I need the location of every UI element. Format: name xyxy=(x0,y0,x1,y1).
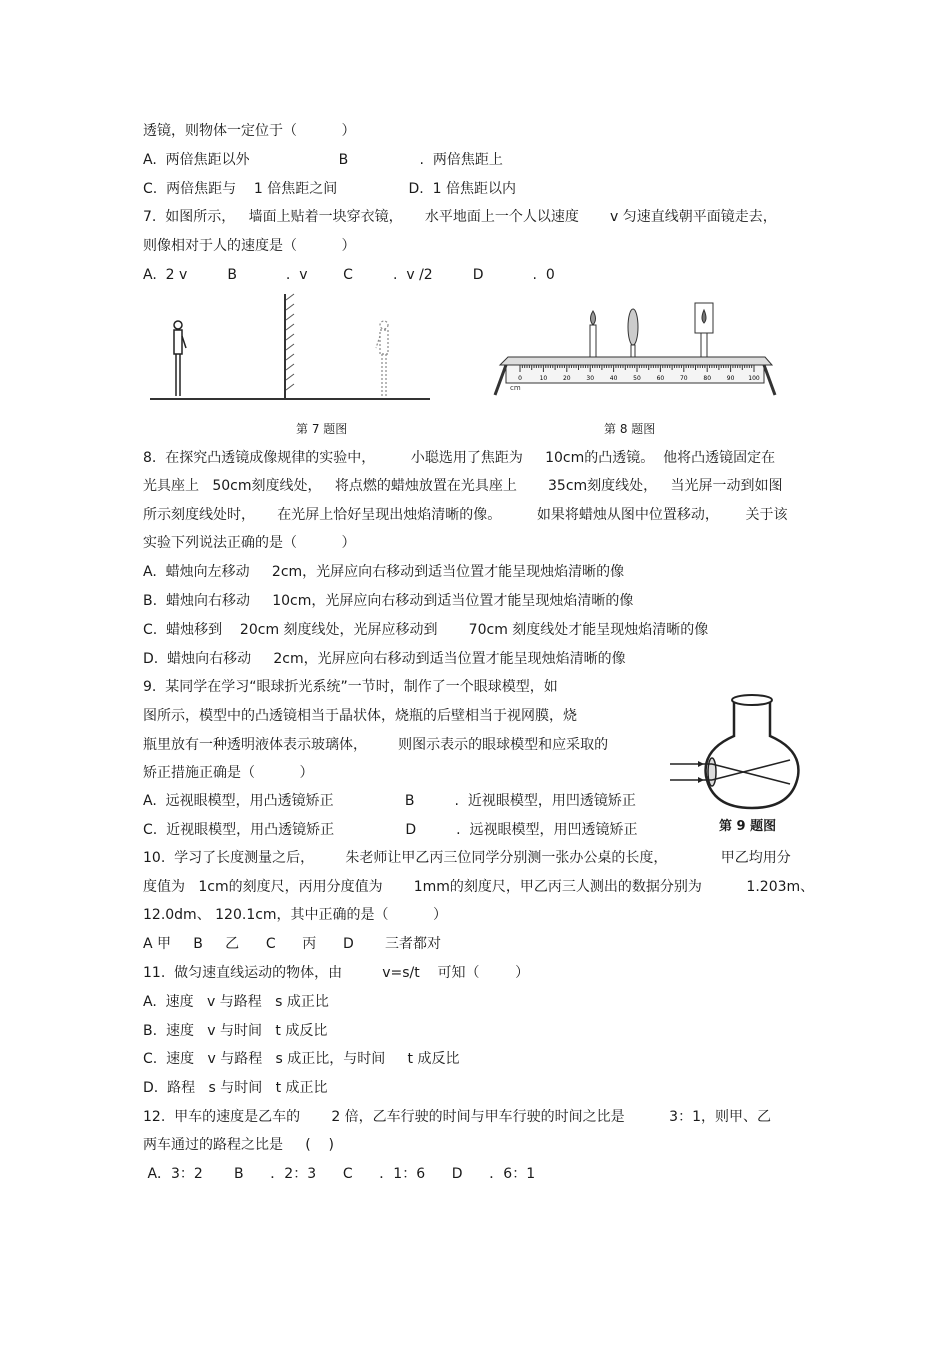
ruler-tick-label: 0 xyxy=(518,375,522,382)
ruler-tick-label: 50 xyxy=(633,375,641,382)
ruler-tick-label: 100 xyxy=(748,375,760,382)
text-line: 光具座上 50cm刻度线处， 将点燃的蜡烛放置在光具座上 35cm刻度线处， 当光屏一动到如图 xyxy=(143,478,783,494)
text-line: 实验下列说法正确的是（ ） xyxy=(143,535,356,551)
ruler-tick-label: 10 xyxy=(539,375,548,382)
ruler-tick-label: 30 xyxy=(586,375,595,382)
text-line: 两车通过的路程之比是 ( ) xyxy=(143,1137,334,1153)
ruler-tick-label: 20 xyxy=(562,375,571,382)
question-12: 12. 甲车的速度是乙车的 2 倍，乙车行驶的时间与甲车行驶的时间之比是 3：1，则甲、乙 xyxy=(143,1109,771,1125)
option-line: B. 蜡烛向右移动 10cm，光屏应向右移动到适当位置才能呈现烛焰清晰的像 xyxy=(143,593,634,609)
question-8: 8. 在探究凸透镜成像规律的实验中， 小聪选用了焦距为 10cm的凸透镜。 他将凸透镜固定在 xyxy=(143,450,776,466)
ruler-tick-label: 60 xyxy=(656,375,665,382)
ruler-tick-label: 40 xyxy=(609,375,618,382)
question-9: 9. 某同学在学习“眼球折光系统”一节时，制作了一个眼球模型，如 xyxy=(143,679,558,695)
text-line: 所示刻度线处时， 在光屏上恰好呈现出烛焰清晰的像。 如果将蜡烛从图中位置移动， 关于该 xyxy=(143,507,788,523)
figure-8-caption: 第 8 题图 xyxy=(604,422,656,436)
text-line: 矫正措施正确是（ ） xyxy=(143,765,314,781)
text-line: 度值为 1cm的刻度尺，丙用分度值为 1mm的刻度尺，甲乙丙三人测出的数据分别为 1.203m、 xyxy=(143,879,815,895)
light-screen xyxy=(695,303,713,357)
figure-9-eye-model xyxy=(670,688,805,818)
candle xyxy=(590,311,596,357)
person-figure xyxy=(174,321,186,396)
option-line: A 甲 B 乙 C 丙 D 三者都对 xyxy=(143,936,441,952)
question-7: 7. 如图所示， 墙面上贴着一块穿衣镜， 水平地面上一个人以速度 v 匀速直线朝平面镜走去， xyxy=(143,209,777,225)
option-line: A. 远视眼模型，用凸透镜矫正 B . 近视眼模型，用凹透镜矫正 xyxy=(143,793,636,809)
option-line: A. 2 v B . v C . v /2 D . 0 xyxy=(143,267,555,283)
option-line: C. 速度 v 与路程 s 成正比，与时间 t 成反比 xyxy=(143,1051,460,1067)
figure-9-caption: 第 9 题图 xyxy=(719,819,777,834)
figure-8-optical-bench xyxy=(490,295,780,405)
ruler-tick-label: 70 xyxy=(679,375,688,382)
figure-7-caption: 第 7 题图 xyxy=(296,422,348,436)
question-10: 10. 学习了长度测量之后， 朱老师让甲乙丙三位同学分别测一张办公桌的长度， 甲乙均用分 xyxy=(143,850,791,866)
option-line: D. 蜡烛向右移动 2cm，光屏应向右移动到适当位置才能呈现烛焰清晰的像 xyxy=(143,651,626,667)
text-line: 透镜，则物体一定位于（ ） xyxy=(143,123,356,139)
ruler-cm-label: cm xyxy=(510,384,521,392)
text-line: 图所示，模型中的凸透镜相当于晶状体，烧瓶的后壁相当于视网膜，烧 xyxy=(143,708,577,724)
option-line: A. 两倍焦距以外 B . 两倍焦距上 xyxy=(143,152,503,168)
option-line: B. 速度 v 与时间 t 成反比 xyxy=(143,1023,328,1039)
ruler-tick-label: 80 xyxy=(703,375,712,382)
convex-lens xyxy=(628,309,638,357)
figure-7-mirror xyxy=(145,290,435,410)
option-line: A. 速度 v 与路程 s 成正比 xyxy=(143,994,329,1010)
option-line: C. 近视眼模型，用凸透镜矫正 D . 远视眼模型，用凹透镜矫正 xyxy=(143,822,638,838)
option-line: C. 两倍焦距与 1 倍焦距之间 D. 1 倍焦距以内 xyxy=(143,181,516,197)
text-line: 则像相对于人的速度是（ ） xyxy=(143,238,356,254)
option-line: D. 路程 s 与时间 t 成正比 xyxy=(143,1080,328,1096)
text-line: 12.0dm、 120.1cm，其中正确的是（ ） xyxy=(143,907,448,923)
option-line: A. 蜡烛向左移动 2cm，光屏应向右移动到适当位置才能呈现烛焰清晰的像 xyxy=(143,564,625,580)
option-line: A．3：2 B ．2：3 C ．1：6 D ．6：1 xyxy=(143,1166,536,1182)
text-line: 瓶里放有一种透明液体表示玻璃体， 则图示表示的眼球模型和应采取的 xyxy=(143,737,609,753)
question-11: 11. 做匀速直线运动的物体，由 v=s/t 可知（ ） xyxy=(143,965,530,981)
ruler-tick-label: 90 xyxy=(726,375,735,382)
option-line: C. 蜡烛移到 20cm 刻度线处，光屏应移动到 70cm 刻度线处才能呈现烛焰清晰的像 xyxy=(143,622,709,638)
image-figure xyxy=(376,321,388,396)
